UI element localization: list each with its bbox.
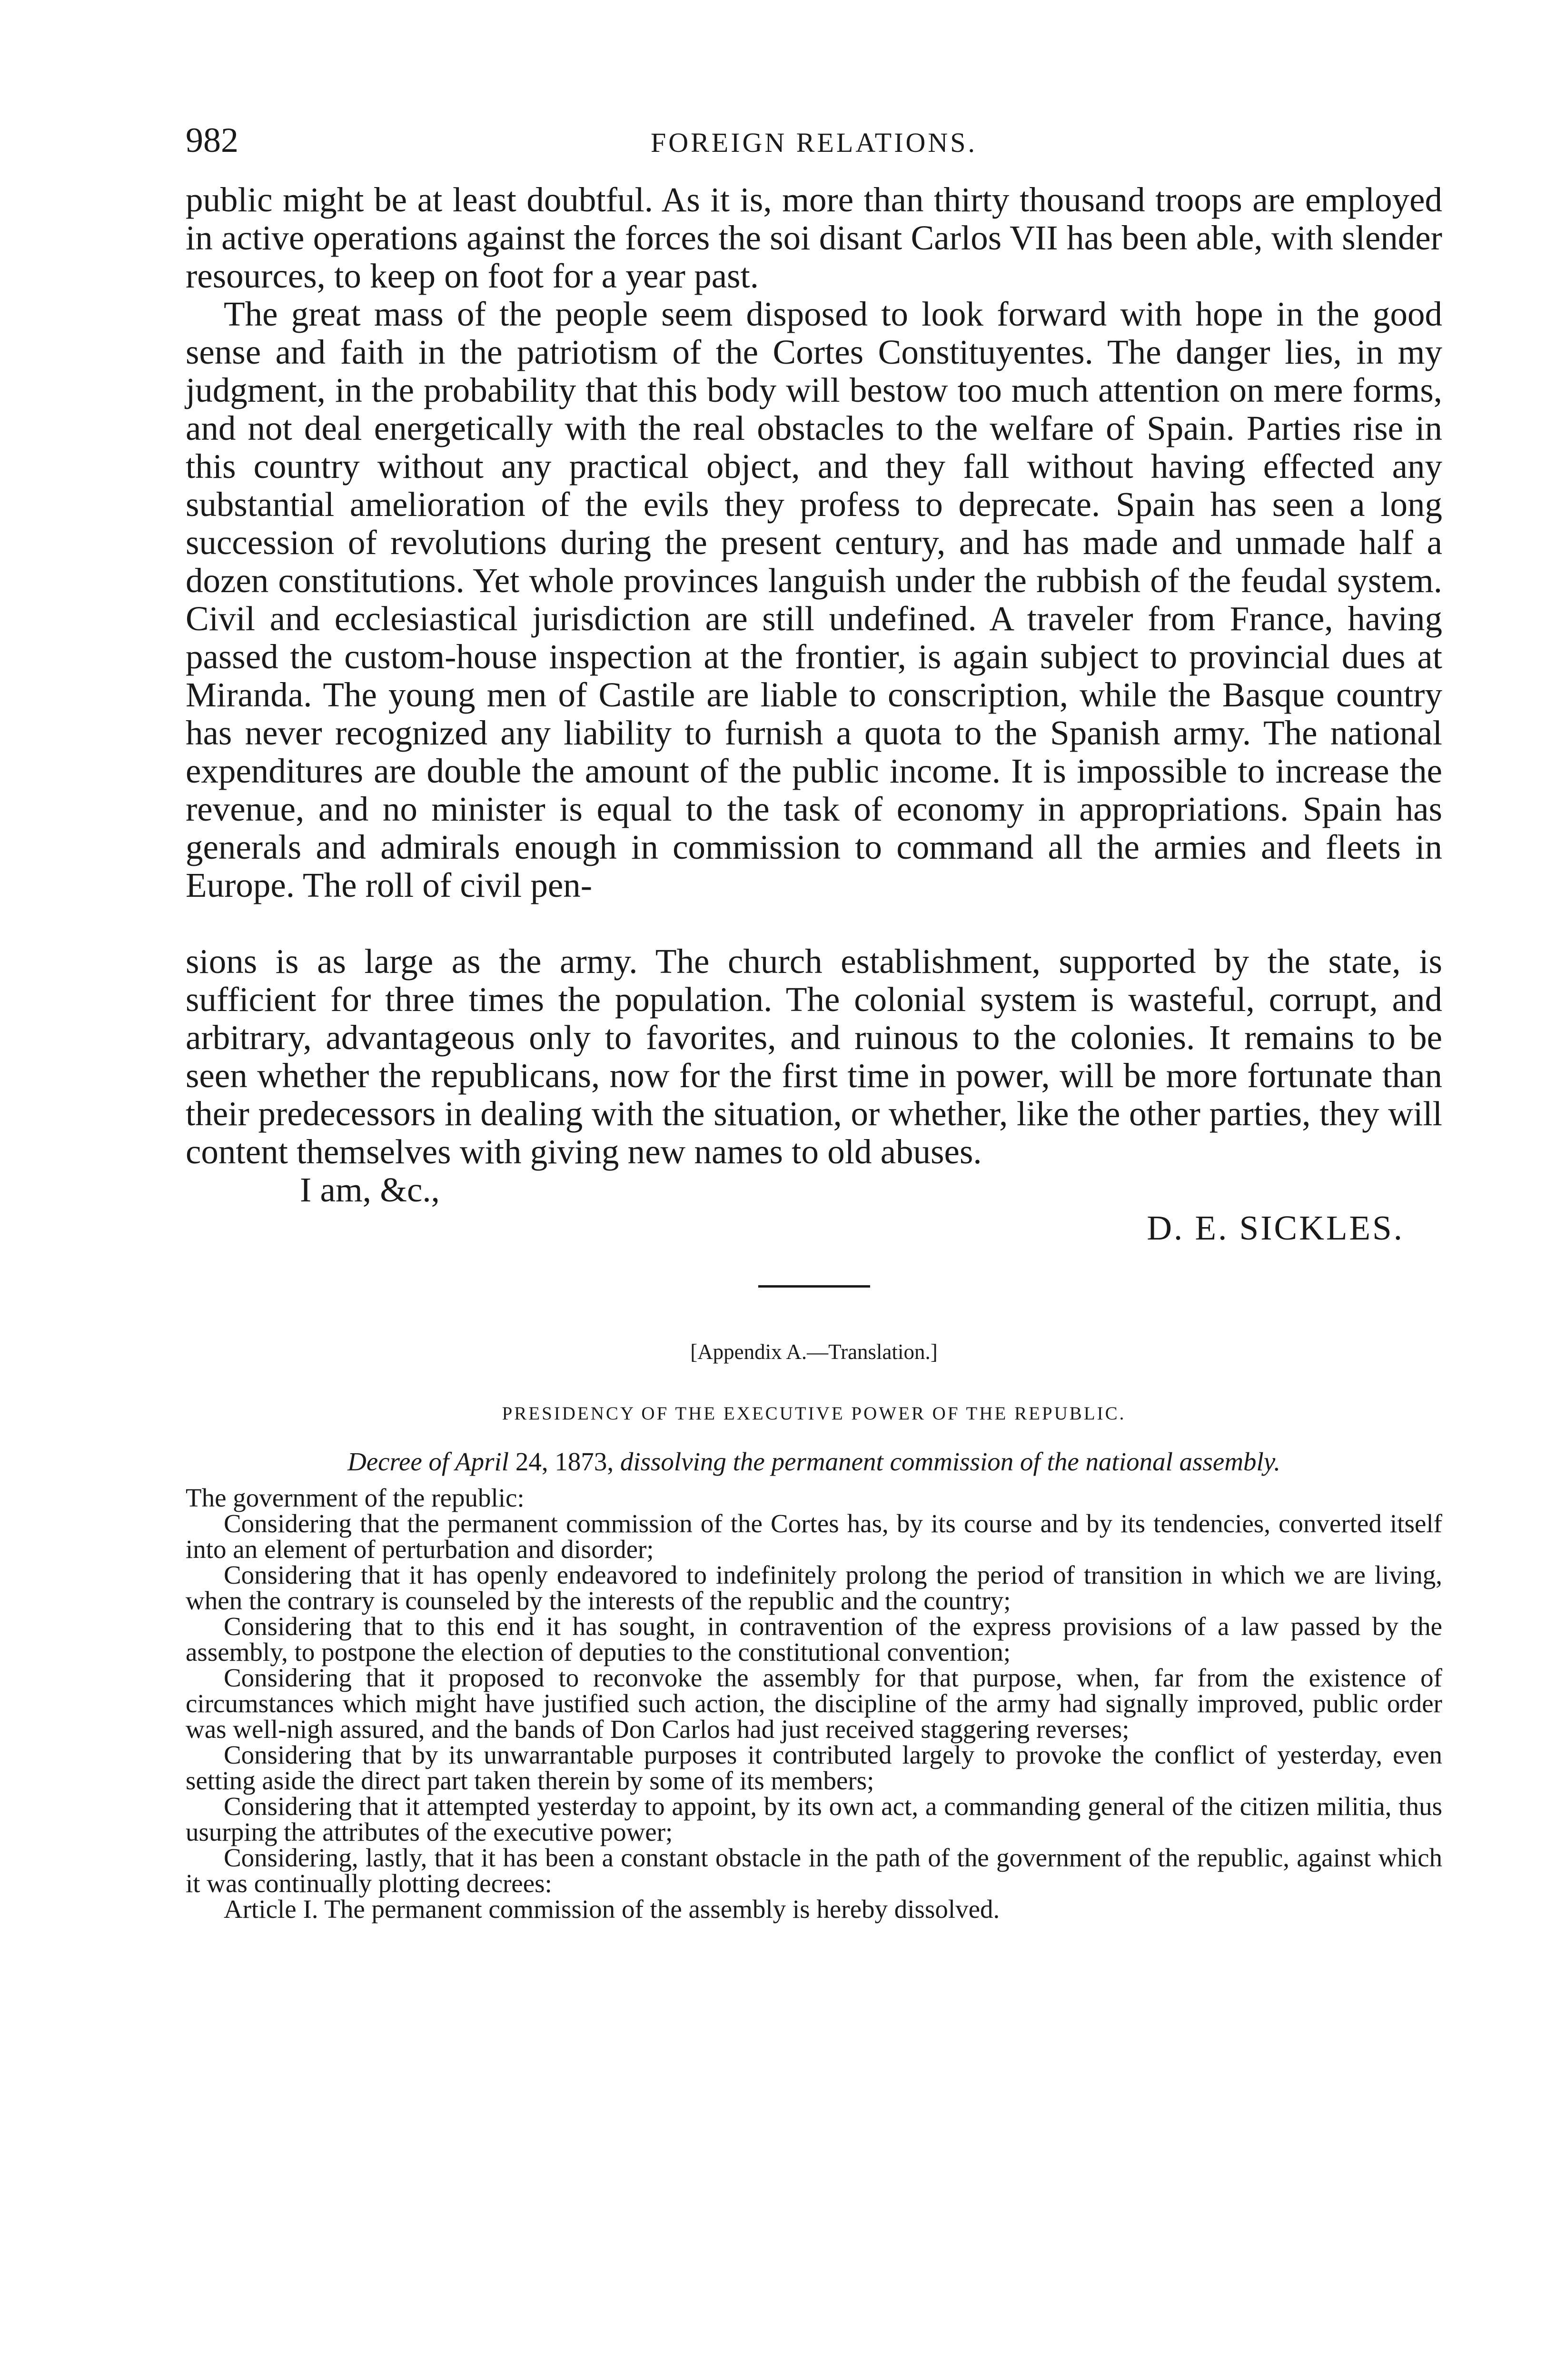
letter-body	[186, 181, 1442, 1247]
decree-consideration: Considering that it attempted yesterday to appoint, by its own act, a commanding general of the citizen militia, thus usurping the attributes of the executive power;	[186, 1792, 1442, 1846]
decree-consideration: Considering that the permanent commission of the Cortes has, by its course and by its tendencies, converted itself into an element of perturbation and disorder;	[186, 1509, 1442, 1564]
decree-title-date: 24, 1873,	[515, 1447, 614, 1476]
decree-title-part1: Decree of April	[347, 1447, 509, 1476]
decree-article: Article I. The permanent commission of the assembly is hereby dissolved.	[224, 1894, 1000, 1924]
letter-paragraph: The great mass of the people seem disposed to look forward with hope in the good sense and faith in the patriotism of the Cortes Constituyentes. The danger lies, in my judgment, in the probability that this body will bestow too much attention on mere forms, and not deal energetically with the real obstacles to the welfare of Spain. Parties rise in this country without any practical object, and they fall without having effected any substantial amelioration of the evils they profess to deprecate. Spain has seen a long succession of revolutions during the present century, and has made and unmade half a dozen constitutions. Yet whole provinces languish under the rubbish of the feudal system. Civil and ecclesiastical jurisdiction are still undefined. A traveler from France, having passed the custom-house inspection at the frontier, is again subject to provincial dues at Miranda. The young men of Castile are liable to conscription, while the Basque country has never recognized any liability to furnish a quota to the Spanish army. The national expenditures are double the amount of the public income. It is impossible to increase the revenue, and no minister is equal to the task of economy in appropriations. Spain has generals and admirals enough in commission to command all the armies and fleets in Europe. The roll of civil pen-	[186, 295, 1442, 904]
letter-paragraph: public might be at least doubtful. As it is, more than thirty thousand troops are employed in active operations against the forces the soi disant Carlos VII has been able, with slender resources, to keep on foot for a year past.	[186, 180, 1442, 295]
decree-consideration: Considering, lastly, that it has been a constant obstacle in the path of the government of the republic, against which it was continually plotting decrees:	[186, 1843, 1442, 1898]
decree-consideration: Considering that it has openly endeavored to indefinitely prolong the period of transition in which we are living, when the contrary is counseled by the interests of the republic and the country;	[186, 1560, 1442, 1615]
signature: D. E. SICKLES.	[1147, 1209, 1404, 1247]
document-page	[186, 119, 1442, 1922]
decree-consideration: Considering that it proposed to reconvoke the assembly for that purpose, when, far from the existence of circumstances which might have justified such action, the discipline of the army had signally improved, public order was well-nigh assured, and the bands of Don Carlos had just received staggering reverses;	[186, 1663, 1442, 1744]
letter-closing: I am, &c.,	[300, 1170, 440, 1209]
page-number: 982	[186, 121, 238, 160]
decree-consideration: Considering that to this end it has sought, in contravention of the express provisions of a law passed by the assembly, to postpone the election of deputies to the constitutional convention;	[186, 1612, 1442, 1666]
decree-title	[186, 1446, 1442, 1478]
presidency-heading: PRESIDENCY OF THE EXECUTIVE POWER OF THE REPUBLIC.	[502, 1403, 1126, 1424]
decree-opening: The government of the republic:	[186, 1483, 525, 1512]
appendix-label: [Appendix A.—Translation.]	[690, 1340, 938, 1364]
section-divider	[758, 1285, 870, 1288]
decree-title-part2: dissolving the permanent commission of the national assembly.	[620, 1447, 1280, 1476]
letter-paragraph: sions is as large as the army. The church establishment, supported by the state, is sufficient for three times the population. The colonial system is wasteful, corrupt, and arbitrary, advantageous only to favorites, and ruinous to the colonies. It remains to be seen whether the republicans, now for the first time in power, will be more fortunate than their predecessors in dealing with the situation, or whether, like the other parties, they will content themselves with giving new names to old abuses.	[186, 942, 1442, 1171]
decree-body	[186, 1485, 1442, 1922]
running-head	[186, 119, 1442, 181]
running-title: FOREIGN RELATIONS.	[650, 127, 978, 158]
decree-consideration: Considering that by its unwarrantable purposes it contributed largely to provoke the conflict of yesterday, even setting aside the direct part taken therein by some of its members;	[186, 1740, 1442, 1795]
